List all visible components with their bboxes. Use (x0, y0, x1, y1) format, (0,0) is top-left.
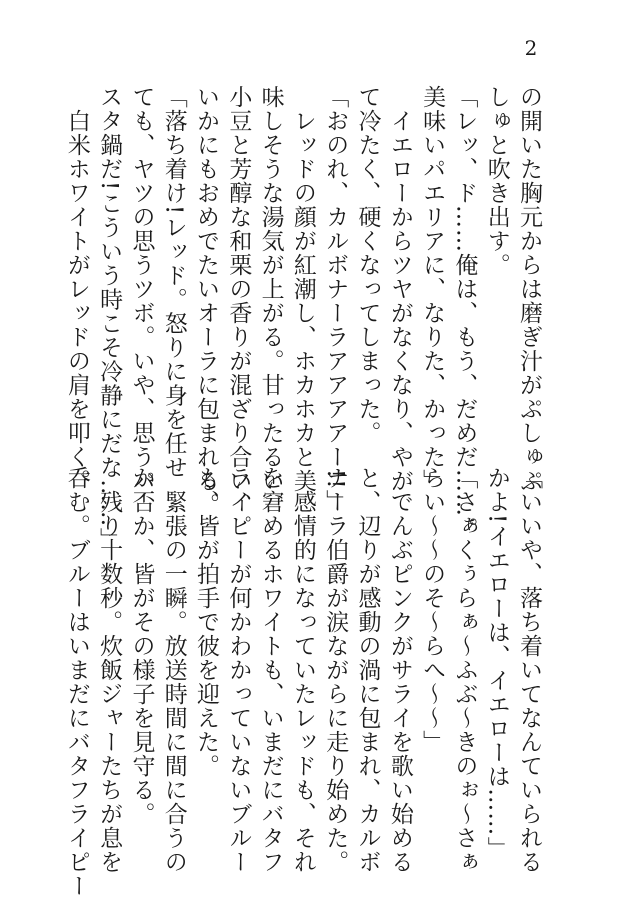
text-line: レッドの顔が紅潮し、ホカホカと美 (289, 85, 316, 493)
text-line: 「レッ、ド……俺は、もう、だめだ……。 (451, 85, 478, 541)
text-line: いかにもおめでたいオーラに包まれる。 (193, 85, 220, 517)
text-line: スタ鍋だ!こういう時こそ冷静にだな……」 (96, 85, 123, 552)
text-line: 味しそうな湯気が上がる。甘ったるい (257, 85, 284, 493)
text-line: しゅと吹き出す。 (483, 85, 510, 277)
text-line: と、辺りが感動の渦に包まれ、カルボ (354, 466, 381, 874)
text-line: ても、ヤツの思うツボ。いや、思うパ (128, 85, 155, 493)
text-line: らい〜〜のそ〜らへ〜〜」 (419, 466, 446, 754)
text-line: 白米ホワイトがレッドの肩を叩く。 (63, 85, 90, 493)
text-line: か否か、皆がその様子を見守る。 (128, 466, 155, 826)
text-line: でんぶピンクがサライを歌い始める (386, 466, 413, 874)
text-line: ライピーが何かわかっていないブルー (225, 466, 252, 874)
text-line: 感情的になっていたレッドも、それ (289, 466, 316, 874)
text-line: の開いた胸元からは磨ぎ汁がぷしゅぷ (516, 85, 542, 493)
text-line: を窘めるホワイトも、いまだにバタフ (257, 466, 284, 874)
text-line: 「落ち着け!レッド。怒りに身を任せ (160, 85, 187, 480)
page-number: 2 (524, 36, 538, 60)
text-block-bottom (63, 466, 545, 898)
text-line: かよ!イエローは、イエローは……」 (483, 466, 510, 861)
text-line: イエローからツヤがなくなり、やが (386, 85, 413, 493)
text-line: 緊張の一瞬。放送時間に間に合うの (160, 466, 187, 874)
text-line: 呑む。ブルーはいまだにバタフライピー (63, 466, 90, 898)
text-line: 小豆と芳醇な和栗の香りが混ざり合い、 (225, 85, 252, 517)
text-block-top (63, 85, 545, 552)
text-line: ナーラ伯爵が涙ながらに走り始めた。 (322, 466, 349, 874)
text-line: も、皆が拍手で彼を迎えた。 (193, 466, 220, 778)
text-line: 美味いパエリアに、なりた、かった」 (419, 85, 446, 493)
text-line: 「さぁくぅらぁ〜ふぶ〜きのぉ〜さぁ (451, 466, 478, 874)
text-line: て冷たく、硬くなってしまった。 (354, 85, 381, 445)
text-line: 残り十数秒。炊飯ジャーたちが息を (96, 466, 123, 874)
text-line: 「おのれ、カルボナーラアアアアー!!」 (322, 85, 349, 514)
text-line: 「いいや、落ち着いてなんていられる (516, 466, 542, 874)
